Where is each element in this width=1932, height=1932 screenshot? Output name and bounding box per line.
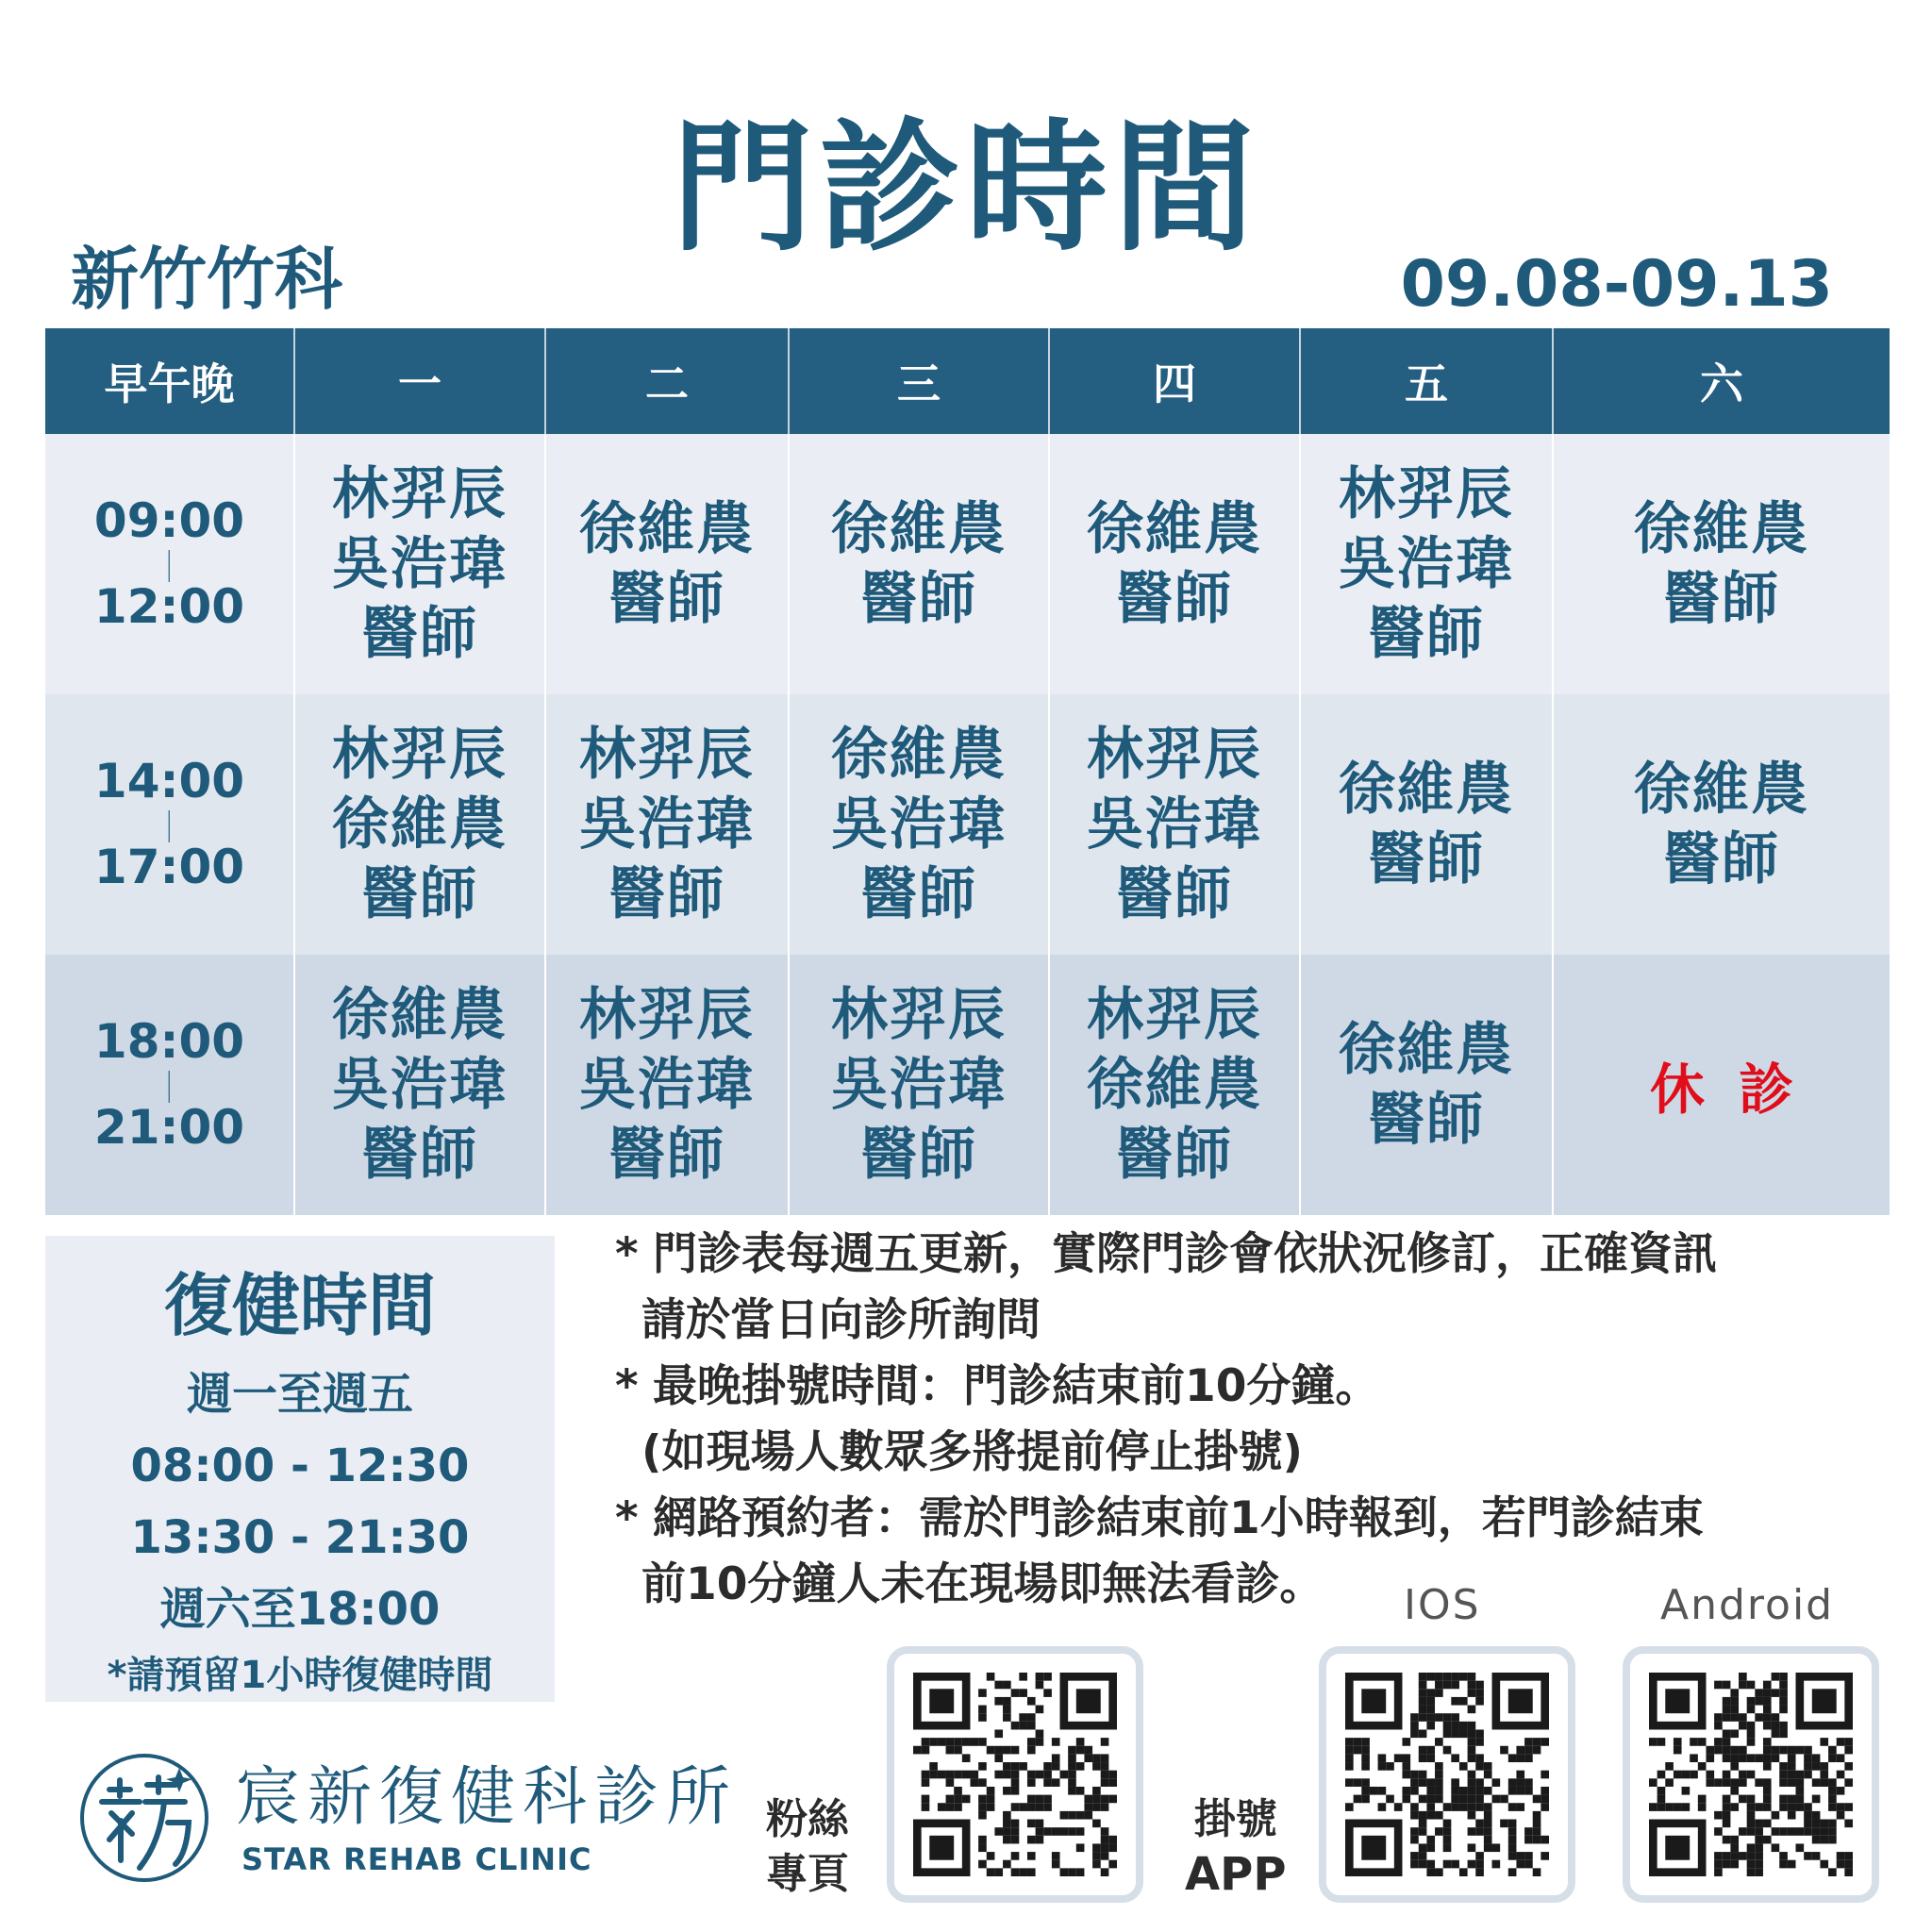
doctor-name: 醫師 bbox=[860, 861, 977, 927]
rehab-saturday: 週六至18:00 bbox=[159, 1583, 441, 1636]
doctor-name: 吳浩瑋 bbox=[1087, 791, 1262, 858]
doctor-cell bbox=[790, 694, 1050, 955]
closed-cell bbox=[1554, 955, 1890, 1215]
doctor-name: 醫師 bbox=[1116, 566, 1233, 632]
schedule-table bbox=[45, 328, 1890, 1215]
header-period: 早午晚 bbox=[45, 328, 295, 434]
doctor-name: 徐維農 bbox=[831, 722, 1007, 788]
rehab-slot-2: 13:30 - 21:30 bbox=[130, 1511, 470, 1564]
fanpage-label bbox=[766, 1792, 849, 1902]
note-bullet: * bbox=[615, 1360, 639, 1412]
doctor-name: 林羿辰 bbox=[332, 722, 508, 788]
doctor-cell bbox=[790, 955, 1050, 1215]
note-bullet: * bbox=[615, 1228, 639, 1280]
doctor-cell bbox=[546, 434, 790, 694]
doctor-cell bbox=[546, 694, 790, 955]
time-cell bbox=[45, 434, 295, 694]
doctor-name: 徐維農 bbox=[579, 496, 755, 562]
header-mon: 一 bbox=[295, 328, 546, 434]
ios-label: IOS bbox=[1404, 1581, 1481, 1629]
time-end: 21:00 bbox=[93, 1100, 245, 1155]
doctor-name: 吳浩瑋 bbox=[332, 1052, 508, 1118]
doctor-name: 林羿辰 bbox=[1339, 461, 1514, 527]
doctor-name: 醫師 bbox=[1663, 826, 1780, 892]
doctor-name: 吳浩瑋 bbox=[831, 791, 1007, 858]
doctor-cell bbox=[1301, 694, 1554, 955]
rehab-hours-panel bbox=[45, 1236, 555, 1702]
fanpage-label-line: 專頁 bbox=[766, 1850, 849, 1898]
doctor-name: 醫師 bbox=[608, 566, 725, 632]
note-item bbox=[615, 1354, 1898, 1486]
doctor-name: 醫師 bbox=[860, 1122, 977, 1188]
doctor-name: 吳浩瑋 bbox=[332, 531, 508, 597]
time-cell bbox=[45, 694, 295, 955]
schedule-row-evening bbox=[45, 955, 1890, 1215]
header-thu: 四 bbox=[1050, 328, 1301, 434]
doctor-name: 林羿辰 bbox=[579, 982, 755, 1048]
doctor-name: 醫師 bbox=[1663, 566, 1780, 632]
doctor-name: 林羿辰 bbox=[332, 461, 508, 527]
brand-name-zh: 宸新復健科診所 bbox=[236, 1760, 739, 1835]
doctor-name: 林羿辰 bbox=[831, 982, 1007, 1048]
time-separator: | bbox=[167, 806, 172, 843]
closed-label: 休診 bbox=[1649, 1058, 1827, 1122]
schedule-row-afternoon bbox=[45, 694, 1890, 955]
doctor-cell bbox=[295, 694, 546, 955]
qr-code-icon bbox=[1345, 1673, 1549, 1876]
note-line: 請於當日向診所詢問 bbox=[641, 1294, 1041, 1346]
star-rehab-logo-icon bbox=[74, 1747, 215, 1889]
doctor-cell bbox=[1554, 434, 1890, 694]
android-app-qr-code[interactable] bbox=[1623, 1646, 1879, 1903]
doctor-name: 醫師 bbox=[1116, 861, 1233, 927]
doctor-cell bbox=[1050, 955, 1301, 1215]
note-line: (如現場人數眾多將提前停止掛號) bbox=[641, 1426, 1303, 1478]
rehab-slot-1: 08:00 - 12:30 bbox=[130, 1440, 470, 1492]
booking-app-label-line: 掛號 bbox=[1193, 1795, 1277, 1843]
doctor-name: 吳浩瑋 bbox=[579, 1052, 755, 1118]
doctor-name: 吳浩瑋 bbox=[1339, 531, 1514, 597]
doctor-name: 林羿辰 bbox=[1087, 722, 1262, 788]
doctor-name: 吳浩瑋 bbox=[831, 1052, 1007, 1118]
note-line: 門診表每週五更新，實際門診會依狀況修訂，正確資訊 bbox=[653, 1228, 1717, 1280]
doctor-name: 吳浩瑋 bbox=[579, 791, 755, 858]
doctor-cell bbox=[295, 955, 546, 1215]
doctor-name: 徐維農 bbox=[1087, 496, 1262, 562]
note-line: 前10分鐘人未在現場即無法看診。 bbox=[641, 1558, 1324, 1610]
time-separator: | bbox=[167, 1066, 172, 1104]
doctor-name: 徐維農 bbox=[1087, 1052, 1262, 1118]
doctor-name: 醫師 bbox=[1116, 1122, 1233, 1188]
ios-app-qr-code[interactable] bbox=[1319, 1646, 1575, 1903]
time-separator: | bbox=[167, 545, 172, 583]
schedule-header-row bbox=[45, 328, 1890, 434]
doctor-name: 醫師 bbox=[361, 601, 478, 667]
fanpage-label-line: 粉絲 bbox=[766, 1795, 849, 1843]
rehab-title: 復健時間 bbox=[163, 1266, 436, 1345]
doctor-name: 醫師 bbox=[361, 861, 478, 927]
doctor-name: 林羿辰 bbox=[579, 722, 755, 788]
doctor-name: 徐維農 bbox=[1634, 496, 1809, 562]
time-start: 18:00 bbox=[93, 1013, 245, 1069]
doctor-name: 徐維農 bbox=[1339, 1017, 1514, 1083]
doctor-name: 徐維農 bbox=[332, 982, 508, 1048]
doctor-name: 醫師 bbox=[608, 861, 725, 927]
doctor-name: 醫師 bbox=[860, 566, 977, 632]
header-sat: 六 bbox=[1700, 358, 1743, 409]
android-label: Android bbox=[1660, 1581, 1835, 1629]
booking-app-label-line: APP bbox=[1185, 1848, 1287, 1901]
rehab-weekdays: 週一至週五 bbox=[186, 1368, 413, 1421]
doctor-name: 林羿辰 bbox=[1087, 982, 1262, 1048]
fanpage-qr-code[interactable] bbox=[887, 1646, 1143, 1903]
qr-code-icon bbox=[1649, 1673, 1853, 1876]
doctor-cell bbox=[790, 434, 1050, 694]
doctor-cell bbox=[295, 434, 546, 694]
note-item bbox=[615, 1222, 1898, 1354]
doctor-cell bbox=[1301, 955, 1554, 1215]
note-bullet: * bbox=[615, 1492, 639, 1544]
doctor-name: 徐維農 bbox=[332, 791, 508, 858]
clinic-location: 新竹竹科 bbox=[71, 240, 343, 319]
doctor-cell bbox=[546, 955, 790, 1215]
doctor-name: 徐維農 bbox=[831, 496, 1007, 562]
doctor-name: 醫師 bbox=[1368, 601, 1485, 667]
doctor-cell bbox=[1050, 434, 1301, 694]
note-line: 最晚掛號時間：門診結束前10分鐘。 bbox=[653, 1360, 1380, 1412]
doctor-name: 醫師 bbox=[1368, 826, 1485, 892]
rehab-note: *請預留1小時復健時間 bbox=[107, 1654, 493, 1697]
doctor-cell bbox=[1301, 434, 1554, 694]
doctor-name: 醫師 bbox=[608, 1122, 725, 1188]
doctor-name: 醫師 bbox=[361, 1122, 478, 1188]
header-tue: 二 bbox=[546, 328, 790, 434]
booking-app-label bbox=[1185, 1792, 1287, 1902]
time-end: 17:00 bbox=[93, 840, 245, 894]
time-cell bbox=[45, 955, 295, 1215]
header-wed: 三 bbox=[790, 328, 1050, 434]
doctor-name: 徐維農 bbox=[1339, 757, 1514, 823]
doctor-name: 醫師 bbox=[1368, 1087, 1485, 1153]
note-line: 網路預約者：需於門診結束前1小時報到，若門診結束 bbox=[653, 1492, 1704, 1544]
time-end: 12:00 bbox=[93, 579, 245, 634]
date-range: 09.08-09.13 bbox=[1400, 247, 1833, 322]
notes-list bbox=[615, 1222, 1898, 1618]
page-title: 門診時間 bbox=[671, 107, 1260, 271]
doctor-name: 徐維農 bbox=[1634, 757, 1809, 823]
header-fri: 五 bbox=[1301, 328, 1554, 434]
time-start: 09:00 bbox=[93, 492, 245, 548]
doctor-cell bbox=[1050, 694, 1301, 955]
time-start: 14:00 bbox=[93, 753, 245, 808]
schedule-row-morning bbox=[45, 434, 1890, 694]
qr-code-icon bbox=[913, 1673, 1117, 1876]
brand-name-en: STAR REHAB CLINIC bbox=[242, 1841, 592, 1877]
doctor-cell bbox=[1554, 694, 1890, 955]
